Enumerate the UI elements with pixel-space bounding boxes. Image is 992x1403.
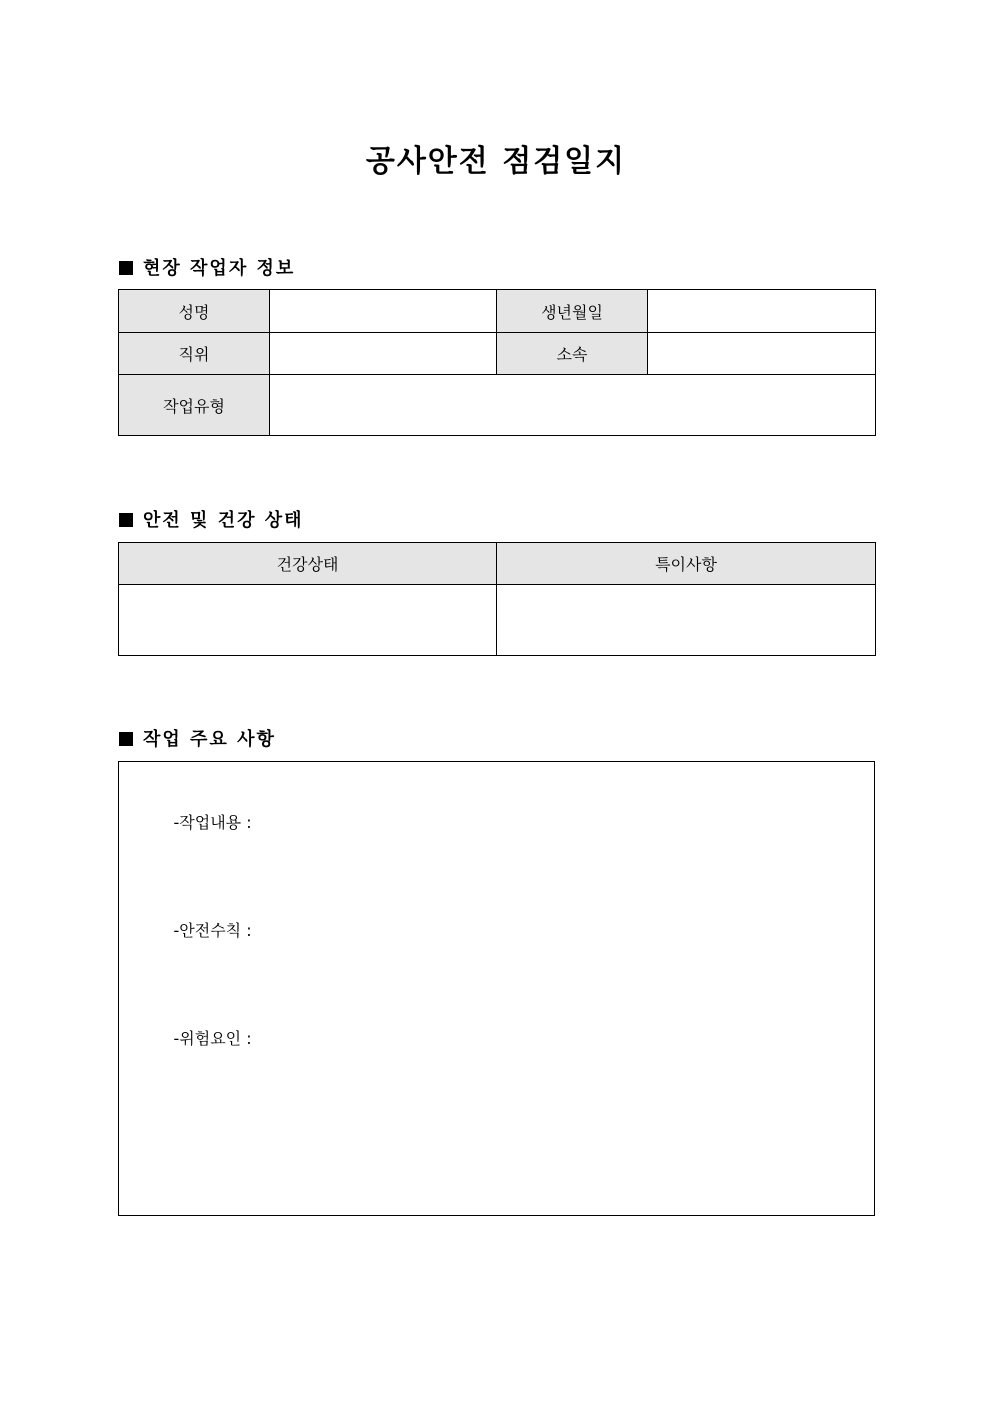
remarks-header: 특이사항 — [497, 543, 876, 585]
health-table — [118, 542, 876, 656]
position-label: 직위 — [119, 333, 270, 375]
affiliation-label: 소속 — [497, 333, 648, 375]
table-row — [119, 290, 876, 333]
table-row — [119, 333, 876, 375]
affiliation-field[interactable] — [648, 333, 876, 375]
section-heading-health — [119, 506, 304, 532]
worker-info-table — [118, 289, 876, 436]
work-content-label: -작업내용 : — [173, 813, 252, 832]
table-header-row — [119, 543, 876, 585]
section-heading-label: 현장 작업자 정보 — [143, 258, 296, 279]
work-notes-list — [143, 782, 252, 1106]
work-notes-box[interactable] — [118, 761, 875, 1216]
health-status-header: 건강상태 — [119, 543, 497, 585]
birthdate-field[interactable] — [648, 290, 876, 333]
position-field[interactable] — [270, 333, 497, 375]
section-heading-label: 안전 및 건강 상태 — [143, 510, 304, 531]
section-heading-work-notes — [119, 725, 276, 751]
work-content-line[interactable] — [143, 782, 252, 890]
work-type-field[interactable] — [270, 375, 876, 436]
health-status-field[interactable] — [119, 585, 497, 656]
work-type-label: 작업유형 — [119, 375, 270, 436]
table-row — [119, 375, 876, 436]
safety-rules-line[interactable] — [143, 890, 252, 998]
risk-factors-label: -위험요인 : — [173, 1029, 252, 1048]
section-heading-label: 작업 주요 사항 — [143, 729, 276, 750]
square-bullet-icon — [119, 513, 133, 527]
section-heading-worker-info — [119, 254, 295, 280]
safety-rules-label: -안전수칙 : — [173, 921, 252, 940]
name-field[interactable] — [270, 290, 497, 333]
square-bullet-icon — [119, 732, 133, 746]
risk-factors-line[interactable] — [143, 998, 252, 1106]
table-row — [119, 585, 876, 656]
birthdate-label: 생년월일 — [497, 290, 648, 333]
square-bullet-icon — [119, 261, 133, 275]
name-label: 성명 — [119, 290, 270, 333]
remarks-field[interactable] — [497, 585, 876, 656]
page-title: 공사안전 점검일지 — [365, 144, 627, 179]
